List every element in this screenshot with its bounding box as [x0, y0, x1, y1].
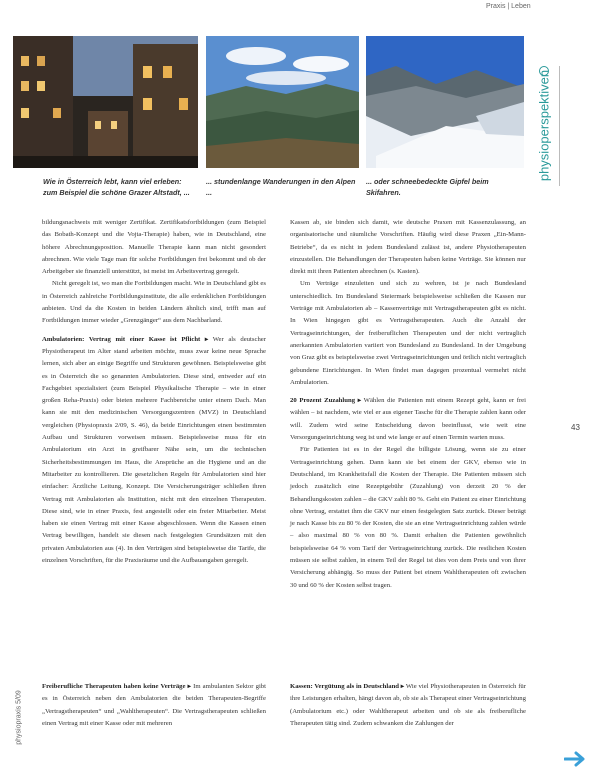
next-page-arrow-icon[interactable] — [564, 751, 586, 767]
header-label: Praxis | Leben — [486, 3, 531, 10]
paragraph-text: Für Patienten ist es in der Regel die billigste Lösung, wenn sie zu einer Vertragseinrichtung gehen. Dann kann sie bei einem der GKV, ebenso wie in Deutschland, im Krankheitsfall die Kosten der Therapie. Die Patienten müssen sich jedoch zusätzlich eine Rezeptgebühr (Zuzahlung) von derzeit 20 % der Behandlungskosten zahlen – die GKV zahlt 80 %. Geht ein Patient zu einer Einrichtung ohne Vertrag, erstattet ihm die GKV nur einen festgelegten Satz zurück. Dieser beträgt je nach Kasse bis zu 80 % der Kosten, die sie an eine Vertragseinrichtung zahlen würde – also maximal 80 % von 80 %. Damit erhalten die Patienten gewöhnlich beispielsweise 64 % vom Tarif der Vertragseinrichtung zurück. Die restlichen Kosten müssen sie selbst zahlen, in einem Teil der Regel ist dies von dem Preis und von ihrer Versicherung abhängig. So muss der Patient bei einem Wahltherapeuten oft zwischen 30 und 60 % der Kosten selbst tragen. — [290, 446, 526, 589]
paragraph-heading: Freiberufliche Therapeuten haben keine Verträge ▸ — [42, 683, 191, 690]
paragraph — [290, 444, 526, 592]
paragraph-text: Wer als deutscher Physiotherapeut im Alter stand arbeiten möchte, muss zwar keine neue Sprache lernen, sich aber an einige Begriffe und Strukturen gewöhnen. Beispielsweise gibt es in Österreich die so genannten Ambulatorien. Diese sind, entweder auf ein Fachgebiet spezialisiert (zum Beispiel Physikalische Therapie – wie in einer großen Reha-Praxis) oder bieten mehrere Fachbereiche unter einem Dach. Man kann sie mit den medizinischen Versorgungszentren (MVZ) in Deutschland vergleichen (Physiopraxis 2/09, S. 46), da beide Einrichtungen einen bestimmten Aufbau und Strukturen vorweisen müssen. Beispielsweise muss für ein Ambulatorium ein Arzt in greifbarer Nähe sein, um die technischen Sicherheitsbestimmungen im Haus, die Ansprüche an die Hygiene und an die Mitarbeiter zu kontrollieren. Die gesetzlichen Regeln für Ambulatorien sind hier einfacher: Ärztliche Leitung, Konzept. Die Versicherungsträger schließen ihren Vertrag mit Ambulatorien als Institution, nicht mit den einzelnen Therapeuten. Diese sind, wie in einer Praxis, fest angestellt oder ein freier Mitarbeiter. Meist haben sie einen Vertrag mit einer Kasse abgeschlossen. Wenn die Kassen einen Vertrag bewilligen, handelt sie diesen nach festgelegten Grundsätzen mit den privaten Ambulatorien aus (4). In den Verträgen sind beispielsweise die Tarife, die einzelnen Vorschriften, für die Praxisräume und die Aufbauangaben geregelt. — [42, 335, 266, 565]
page-number: 43 — [571, 423, 580, 432]
paragraph-text: Wählen die Patienten mit einem Rezept geht, kann er frei wählen – ist nachdem, wie viel er aus eigener Tasche für die Therapie zahlen kann oder will. Zudem wird seine Entscheidung davon beeinflusst, wie weit eine Versorgungseinrichtung weg ist und wie lange er auf einen Termin warten muss. — [290, 397, 527, 442]
paragraph-text: Um Verträge einzuleiten und sich zu wehren, ist je nach Bundesland unterschiedlich. Im Bundesland Steiermark beispielsweise schließen die Kassen nur Verträge mit Ambulatorien ab – Kassenverträge mit Vertragstherapeuten gibt es nicht. In Wien hingegen gibt es Vertragstherapeuten. Auch die Anzahl der Vertragseinrichtungen, der freiberuflichen Therapeuten und der nicht vertraglich anerkannten Ambulatorien variiert von Bundesland zu Bundesland. In der Umgebung von Graz gibt es beispielsweise zwei Vertragseinrichtungen und örtlich nicht vertraglich gebundene Einrichtungen. In Wien findet man dagegen prozentual vermehrt nicht Ambulatorien. — [290, 280, 526, 386]
caption-hiking: ... stundenlange Wanderungen in den Alpen ... — [206, 177, 356, 197]
paragraph-heading: 20 Prozent Zuzahlung ▸ — [290, 397, 362, 405]
paragraph — [290, 217, 526, 278]
paragraph — [290, 681, 526, 730]
section-tab — [536, 66, 552, 186]
photo-alpine-hiking — [206, 36, 359, 168]
paragraph-text: Kassen ab, sie binden sich damit, wie deutsche Praxen mit Kassenzulassung, an organisatorische und räumliche Vorschriften. Häufig wird diese Praxen „Ein-Mann-Betriebe“, da es nicht in jedem Bundesland zulässt ist, andere Physiotherapeuten einzustellen. Die Behandlungen der Therapeuten haben keine Verträge. Sie können nur direkt mit ihren Patienten abrechnen (s. Kasten). — [290, 219, 526, 276]
paragraph — [42, 217, 266, 278]
paragraph-heading: Kassen: Vergütung als in Deutschland ▸ — [290, 683, 405, 690]
paragraph-text: Im ambulanten Sektor gibt es in Österreich neben den Ambulatorien die beiden Therapeuten-Begriffe „Vertragstherapeuten“ und „Wahltherapeuten“. Die Vertragstherapeuten schließen einen Vertrag mit einer Kasse oder mit mehreren — [42, 683, 267, 727]
paragraph-heading: Ambulatorien: Vertrag mit einer Kasse ist Pflicht ▸ — [42, 335, 209, 343]
paragraph-text: bildungsnachweis mit weniger Zertifikat. Zertifikatsfortbildungen (zum Beispiel das Bobath-Konzept und die Vojta-Therapie) haben, wie in Deutschland, eine höhere Abrechnungsposition. Manuelle Therapie kann man nicht gesondert abrechnen. Wie viele Tage man für solche Fortbildungen frei bekommt und ob der Arbeitgeber sie finanziell unterstützt, ist meist im Arbeitsvertrag geregelt. — [42, 219, 266, 276]
column-right — [290, 217, 526, 592]
photo-snowy-peaks — [366, 36, 524, 168]
paragraph — [42, 278, 266, 327]
magazine-issue — [12, 682, 26, 762]
paragraph — [290, 395, 526, 444]
column-left-bottom — [42, 681, 266, 730]
caption-skiing: ... oder schneebedeckte Gipfel beim Skifahren. — [366, 177, 489, 197]
column-right-bottom — [290, 681, 526, 730]
paragraph — [290, 278, 526, 389]
paragraph — [42, 334, 266, 568]
photo-graz-old-town — [13, 36, 198, 168]
paragraph — [42, 681, 266, 730]
side-divider — [559, 66, 560, 186]
paragraph-text: Wie viel Physiotherapeuten in Österreich für ihre Leistungen erhalten, hängt davon ab, ob sie als Therapeut einer Vertragseinrichtung (Ambulatorium etc.) oder Wahltherapeut arbeiten und ob sie als freiberufliche Therapeuten tätig sind. Zudem schwanken die Zahlungen der — [290, 683, 526, 727]
magazine-issue-label: physiopraxis 5/09 — [15, 690, 23, 745]
section-tab-label: physioperspektiven — [536, 69, 552, 182]
caption-graz: Wie in Österreich lebt, kann viel erleben: zum Beispiel die schöne Grazer Altstadt, ... — [43, 177, 190, 197]
paragraph-text: Nicht geregelt ist, wo man die Fortbildungen macht. Wie in Deutschland gibt es in Österreich zahlreiche Fortbildungsinstitute, die alle erdenklichen Fortbildungen anbieten. Und da die Kosten in beiden Ländern ähnlich sind, trifft man auf Fortbildungen immer wieder „Grenzgänger“ aus dem Nachbarland. — [42, 280, 266, 325]
column-left — [42, 217, 266, 567]
